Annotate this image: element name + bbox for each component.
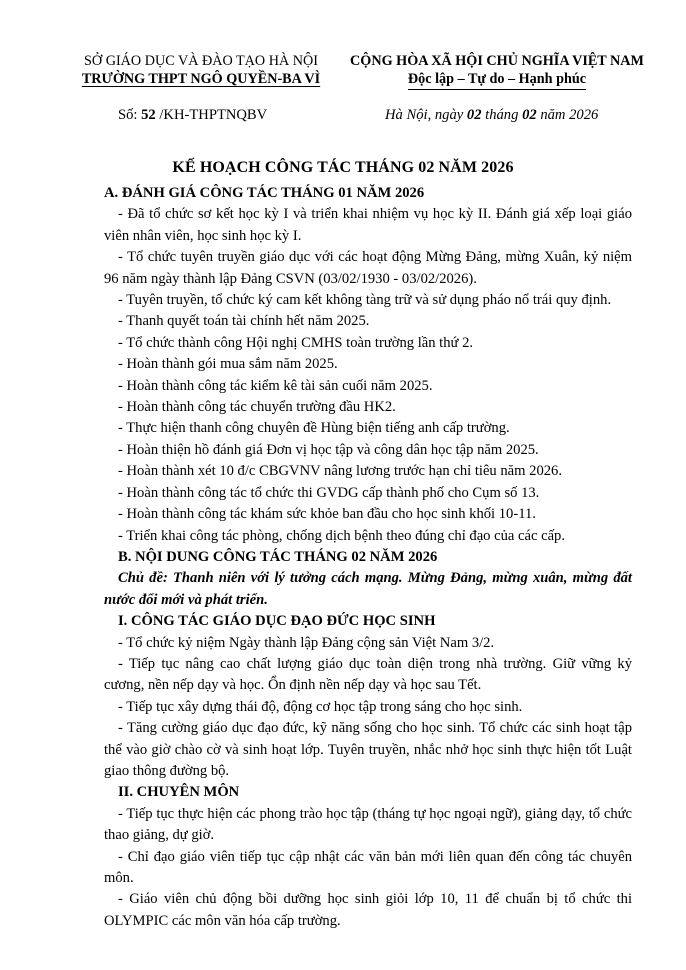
date-month: 02 xyxy=(522,107,537,123)
section-a-item: - Triển khai công tác phòng, chống dịch bệnh theo đúng chỉ đạo của các cấp. xyxy=(118,527,566,544)
page-title: KẾ HOẠCH CÔNG TÁC THÁNG 02 NĂM 2026 xyxy=(172,159,514,176)
national-motto: Độc lập – Tự do – Hạnh phúc xyxy=(408,70,586,90)
section-a-item: - Hoàn thiện hồ đánh giá Đơn vị học tập và công dân học tập năm 2025. xyxy=(118,441,539,458)
section-a-item: - Tổ chức thành công Hội nghị CMHS toàn trường lần thứ 2. xyxy=(118,334,474,351)
section-b1-heading: I. CÔNG TÁC GIÁO DỤC ĐẠO ĐỨC HỌC SINH xyxy=(118,613,436,630)
section-b2-item: - Giáo viên chủ động bồi dưỡng học sinh giỏi lớp 10, 11 để chuẩn bị tổ chức thi OLYMPIC các môn văn hóa cấp trường. xyxy=(104,891,632,929)
section-a-item: - Hoàn thành công tác khám sức khỏe ban đầu cho học sinh khối 10-11. xyxy=(118,506,536,523)
number-label: Số: xyxy=(118,107,138,123)
section-a-item: - Hoàn thành công tác tổ chức thi GVDG cấp thành phố cho Cụm số 13. xyxy=(118,484,540,501)
section-a-item: - Thanh quyết toán tài chính hết năm 2025. xyxy=(118,313,370,330)
date-day: 02 xyxy=(466,107,482,123)
section-b1-item: - Tăng cường giáo dục đạo đức, kỹ năng sống cho học sinh. Tổ chức các sinh hoạt tập thể vào giờ chào cờ và sinh hoạt lớp. Tuyên truyền, nhắc nhở học sinh thực hiện tốt Luật giao thông đường bộ. xyxy=(104,720,632,779)
section-b2-item: - Tiếp tục thực hiện các phong trào học tập (tháng tự học ngoại ngữ), giảng dạy, tổ chức thao giảng, dự giờ. xyxy=(104,805,632,844)
document-date xyxy=(385,106,598,124)
section-a-item: - Tổ chức tuyên truyền giáo dục với các hoạt động Mừng Đảng, mừng Xuân, kỷ niệm 96 năm ngày thành lập Đảng CSVN (03/02/1930 - 03/02/2026). xyxy=(104,249,632,287)
national-title: CỘNG HÒA XÃ HỘI CHỦ NGHĨA VIỆT NAM xyxy=(350,53,644,69)
section-a-item: - Thực hiện thanh công chuyên đề Hùng biện tiếng anh cấp trường. xyxy=(118,420,510,437)
date-month-label: tháng xyxy=(485,107,519,123)
section-b1-item: - Tiếp tục xây dựng thái độ, động cơ học tập trong sáng cho học sinh. xyxy=(118,698,523,715)
department-name: SỞ GIÁO DỤC VÀ ĐÀO TẠO HÀ NỘI xyxy=(84,53,318,69)
document-body xyxy=(104,183,632,932)
section-a-item: - Hoàn thành công tác kiểm kê tài sản cuối năm 2025. xyxy=(118,377,433,394)
number-value: 52 xyxy=(141,107,156,123)
section-a-heading: A. ĐÁNH GIÁ CÔNG TÁC THÁNG 01 NĂM 2026 xyxy=(104,185,425,201)
section-b-topic: Chủ đề: Thanh niên với lý tưởng cách mạng. Mừng Đảng, mừng xuân, mừng đất nước đổi mới và phát triển. xyxy=(104,570,632,608)
section-a-item: - Hoàn thành gói mua sắm năm 2025. xyxy=(118,356,338,373)
section-b1-item: - Tổ chức kỷ niệm Ngày thành lập Đảng cộng sản Việt Nam 3/2. xyxy=(118,634,495,651)
section-b2-item: - Chỉ đạo giáo viên tiếp tục cập nhật các văn bản mới liên quan đến công tác chuyên môn. xyxy=(104,848,632,886)
date-year: năm 2026 xyxy=(540,107,599,123)
date-prefix: Hà Nội, ngày xyxy=(385,107,464,123)
section-b2-heading: II. CHUYÊN MÔN xyxy=(118,784,240,801)
section-a-item: - Đã tổ chức sơ kết học kỳ I và triển khai nhiệm vụ học kỳ II. Đánh giá xếp loại giáo viên nhân viên, học sinh học kỳ I. xyxy=(104,206,632,244)
header-left xyxy=(74,52,328,88)
header-right xyxy=(344,52,650,90)
school-name: TRƯỜNG THPT NGÔ QUYỀN-BA VÌ xyxy=(81,71,321,87)
number-code: /KH-THPTNQBV xyxy=(159,107,268,123)
section-a-item: - Hoàn thành công tác chuyển trường đầu HK2. xyxy=(118,399,396,416)
section-a-item: - Tuyên truyền, tổ chức ký cam kết không tàng trữ và sử dụng pháo nổ trái quy định. xyxy=(118,292,612,309)
section-a-item: - Hoàn thành xét 10 đ/c CBGVNV nâng lương trước hạn chỉ tiêu năm 2026. xyxy=(118,463,562,480)
section-b-heading: B. NỘI DUNG CÔNG TÁC THÁNG 02 NĂM 2026 xyxy=(118,548,438,565)
document-number xyxy=(118,106,267,124)
section-b1-item: - Tiếp tục nâng cao chất lượng giáo dục toàn diện trong nhà trường. Giữ vững kỷ cương, nền nếp dạy và học. Ổn định nền nếp dạy và học sau Tết. xyxy=(104,655,632,694)
